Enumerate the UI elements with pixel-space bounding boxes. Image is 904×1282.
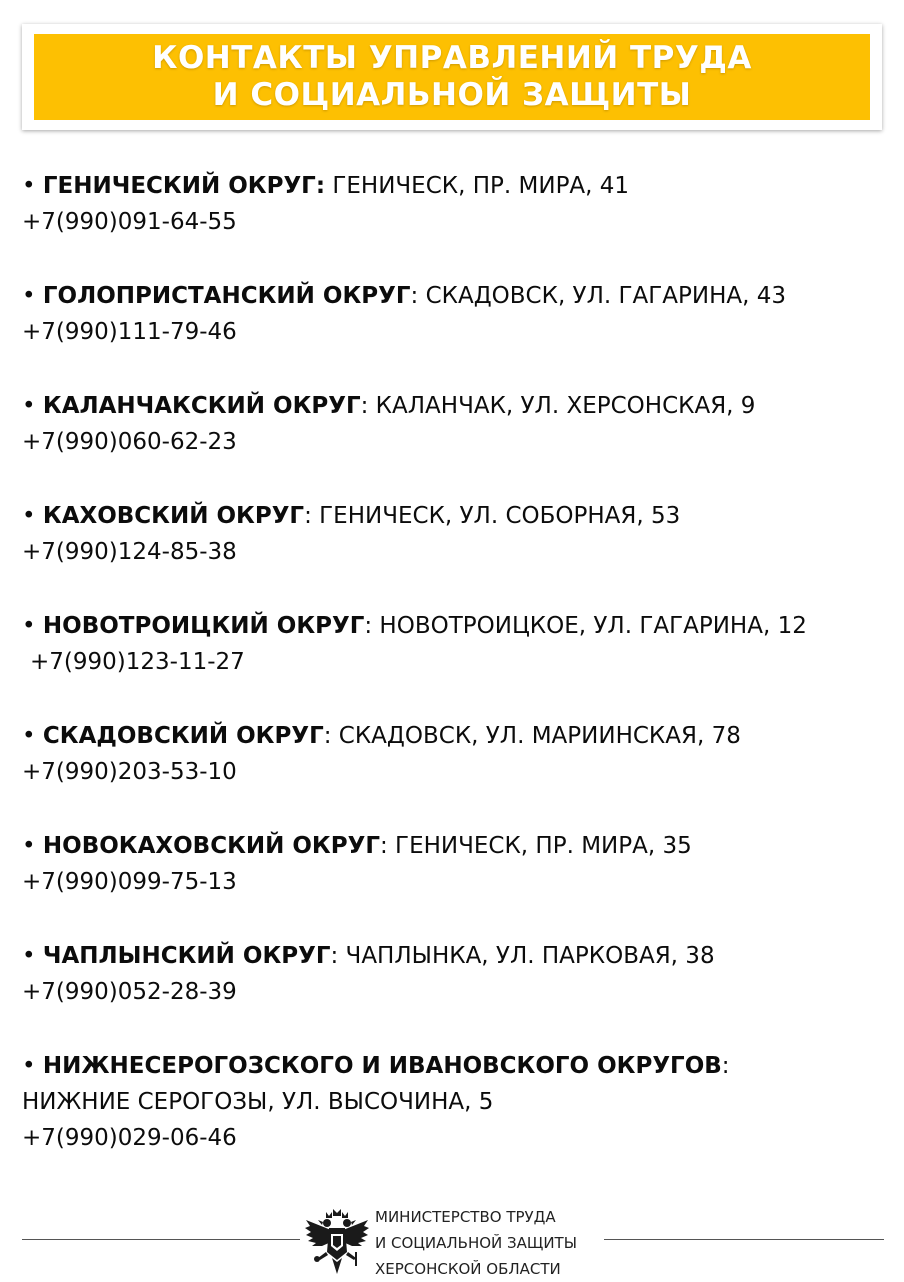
district-address: : ГЕНИЧЕСК, ПР. МИРА, 35	[379, 833, 692, 859]
district-name: НОВОТРОИЦКИЙ ОКРУГ	[42, 613, 365, 639]
header-title-line-1: КОНТАКТЫ УПРАВЛЕНИЙ ТРУДА	[152, 40, 752, 76]
entry-heading: • ЧАПЛЫНСКИЙ ОКРУГ: ЧАПЛЫНКА, УЛ. ПАРКОВАЯ, 38	[22, 943, 715, 969]
ministry-name	[375, 1204, 577, 1282]
contact-entry	[22, 278, 892, 350]
contact-entry	[22, 828, 892, 900]
district-address: : ГЕНИЧЕСК, УЛ. СОБОРНАЯ, 53	[304, 503, 681, 529]
district-phone: +7(990)029-06-46	[22, 1125, 237, 1151]
entry-heading: • НОВОКАХОВСКИЙ ОКРУГ: ГЕНИЧЕСК, ПР. МИРА, 35	[22, 833, 692, 859]
district-phone: +7(990)124-85-38	[22, 539, 237, 565]
contact-entry	[22, 498, 892, 570]
district-phone: +7(990)203-53-10	[22, 759, 237, 785]
district-name: НИЖНЕСЕРОГОЗСКОГО И ИВАНОВСКОГО ОКРУГОВ	[42, 1053, 722, 1079]
entry-heading: • КАХОВСКИЙ ОКРУГ: ГЕНИЧЕСК, УЛ. СОБОРНАЯ, 53	[22, 503, 681, 529]
header-banner	[34, 34, 870, 120]
district-name: ГЕНИЧЕСКИЙ ОКРУГ:	[42, 173, 326, 199]
ministry-name-line-1: МИНИСТЕРСТВО ТРУДА	[375, 1208, 556, 1226]
header-frame	[22, 24, 882, 130]
district-address: : СКАДОВСК, УЛ. МАРИИНСКАЯ, 78	[323, 723, 741, 749]
district-phone: +7(990)099-75-13	[22, 869, 237, 895]
entry-heading: • НОВОТРОИЦКИЙ ОКРУГ: НОВОТРОИЦКОЕ, УЛ. ГАГАРИНА, 12	[22, 613, 807, 639]
entry-heading: • КАЛАНЧАКСКИЙ ОКРУГ: КАЛАНЧАК, УЛ. ХЕРСОНСКАЯ, 9	[22, 393, 756, 419]
district-address-line-2: НИЖНИЕ СЕРОГОЗЫ, УЛ. ВЫСОЧИНА, 5	[22, 1089, 494, 1115]
entry-heading: • НИЖНЕСЕРОГОЗСКОГО И ИВАНОВСКОГО ОКРУГОВ:	[22, 1053, 730, 1079]
double-headed-eagle-icon	[304, 1208, 370, 1278]
contact-entry	[22, 388, 892, 460]
district-phone: +7(990)060-62-23	[22, 429, 237, 455]
district-address: ГЕНИЧЕСК, ПР. МИРА, 41	[332, 173, 630, 199]
district-address: : КАЛАНЧАК, УЛ. ХЕРСОНСКАЯ, 9	[360, 393, 756, 419]
contact-entry	[22, 1048, 892, 1156]
district-name: ГОЛОПРИСТАНСКИЙ ОКРУГ	[42, 283, 411, 309]
entry-heading: • ГОЛОПРИСТАНСКИЙ ОКРУГ: СКАДОВСК, УЛ. ГАГАРИНА, 43	[22, 283, 787, 309]
entry-heading: • ГЕНИЧЕСКИЙ ОКРУГ: ГЕНИЧЕСК, ПР. МИРА, 41	[22, 173, 630, 199]
district-name: КАХОВСКИЙ ОКРУГ	[42, 503, 305, 529]
contact-entry	[22, 608, 892, 680]
contact-entry	[22, 718, 892, 790]
footer-divider-left	[22, 1239, 300, 1240]
contacts-list	[22, 168, 892, 1156]
district-name: ЧАПЛЫНСКИЙ ОКРУГ	[42, 943, 331, 969]
district-name: НОВОКАХОВСКИЙ ОКРУГ	[42, 833, 380, 859]
district-phone: +7(990)052-28-39	[22, 979, 237, 1005]
district-phone: +7(990)123-11-27	[30, 649, 245, 675]
district-address: : НОВОТРОИЦКОЕ, УЛ. ГАГАРИНА, 12	[364, 613, 807, 639]
district-name: СКАДОВСКИЙ ОКРУГ	[42, 723, 324, 749]
contact-entry	[22, 938, 892, 1010]
footer	[0, 1200, 904, 1280]
district-phone: +7(990)111-79-46	[22, 319, 237, 345]
ministry-name-line-2: И СОЦИАЛЬНОЙ ЗАЩИТЫ	[375, 1234, 577, 1252]
district-name: КАЛАНЧАКСКИЙ ОКРУГ	[42, 393, 361, 419]
entry-heading: • СКАДОВСКИЙ ОКРУГ: СКАДОВСК, УЛ. МАРИИНСКАЯ, 78	[22, 723, 741, 749]
ministry-name-line-3: ХЕРСОНСКОЙ ОБЛАСТИ	[375, 1260, 561, 1278]
district-address: : ЧАПЛЫНКА, УЛ. ПАРКОВАЯ, 38	[330, 943, 715, 969]
contact-entry	[22, 168, 892, 240]
footer-divider-right	[604, 1239, 884, 1240]
district-address: : СКАДОВСК, УЛ. ГАГАРИНА, 43	[410, 283, 787, 309]
district-phone: +7(990)091-64-55	[22, 209, 237, 235]
district-address: :	[721, 1053, 730, 1079]
header-title-line-2: И СОЦИАЛЬНОЙ ЗАЩИТЫ	[212, 77, 692, 113]
